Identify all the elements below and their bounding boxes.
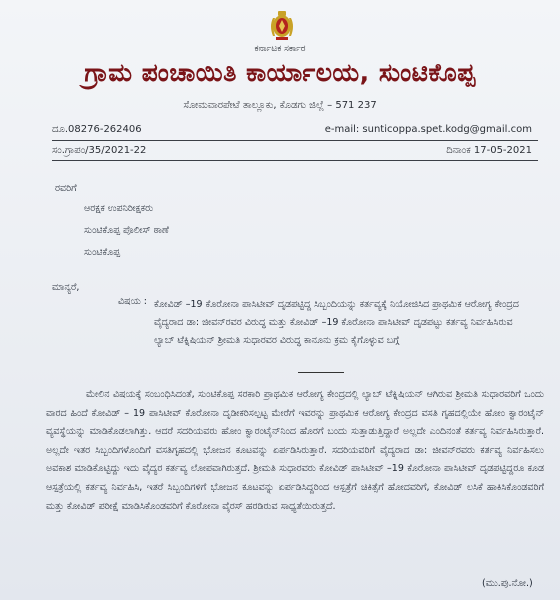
karnataka-emblem-icon <box>265 8 299 42</box>
continued-overleaf: (ಮು.ಪು.ನೋ.) <box>482 578 533 589</box>
government-line: ಕರ್ನಾಟಕ ಸರ್ಕಾರ <box>254 44 306 54</box>
salutation: ಮಾನ್ಯರೆ, <box>52 282 80 293</box>
reference-row <box>52 145 532 156</box>
reference-divider <box>52 160 538 161</box>
contact-row <box>52 124 532 135</box>
letter-date: ದಿನಾಂಕ 17-05-2021 <box>446 145 532 156</box>
email-address: e-mail: sunticoppa.spet.kodg@gmail.com <box>324 124 532 135</box>
letter-body: ಮೇಲಿನ ವಿಷಯಕ್ಕೆ ಸಂಬಂಧಿಸಿದಂತೆ, ಸುಂಟಿಕೊಪ್ಪ ಸರಕಾರಿ ಪ್ರಾಥಮಿಕ ಆರೋಗ್ಯ ಕೇಂದ್ರದಲ್ಲಿ ಲ್ಯಾಬ್ ಟೆಕ್ನಿಷಿಯನ್ ಆಗಿರುವ ಶ್ರೀಮತಿ ಸುಧಾರವರಿಗೆ ಒಂದು ವಾರದ ಹಿಂದೆ ಕೋವಿಡ್ – 19 ಪಾಸಿಟೀವ್ ಕೊರೋನಾ ದೃಡೀಕರಿಸಲ್ಪಟ್ಟ ಮೇರೆಗೆ ಇವರನ್ನು ಪ್ರಾಥಮಿಕ ಆರೋಗ್ಯ ಕೇಂದ್ರದ ವಸತಿ ಗೃಹದಲ್ಲಿಯೇ ಹೋಂ ಕ್ವಾರಂಟೈನ್ ವ್ಯವಸ್ಥೆಯನ್ನು ಮಾಡಿಕೊಡಲಾಗಿತ್ತು. ಆದರೆ ಸದರಿಯವರು ಹೋಂ ಕ್ವಾರಂಟೈನ್‌ನಿಂದ ಹೊರಗೆ ಬಂದು ಸುತ್ತಾಡುತ್ತಿದ್ದಾರೆ ಅಲ್ಲದೇ ಎಂದಿನಂತೆ ಕರ್ತವ್ಯ ನಿರ್ವಹಿಸಿರುತ್ತಾರೆ. ಅಲ್ಲದೇ ಇತರ ಸಿಬ್ಬಂದಿಗಳೊಂದಿಗೆ ವಸತಿಗೃಹದಲ್ಲಿ ಭೋಜನ ಕೂಟವನ್ನು ಏರ್ಪಡಿಸಿರುತ್ತಾರೆ. ಸದರಿಯವರಿಗೆ ವೈದ್ಯರಾದ ಡಾ: ಜೀವನ್‌ರವರು ಕರ್ತವ್ಯ ನಿರ್ವಹಿಸಲು ಅವಕಾಶ ಮಾಡಿಕೊಟ್ಟಿದ್ದು ಇದು ವೈದ್ಯರ ಕರ್ತವ್ಯ ಲೋಪವಾಗಿರುತ್ತದೆ. ಶ್ರೀಮತಿ ಸುಧಾರವರು ಕೋವಿಡ್ ಪಾಸಿಟೀವ್ –19 ಕೊರೋನಾ ಪಾಸಿಟೀವ್ ದೃಡಪಟ್ಟಿದ್ದರೂ ಕೂಡ ಆಸ್ಪತ್ರೆಯಲ್ಲಿ ಕರ್ತವ್ಯ ನಿರ್ವಹಿಸಿ, ಇತರೆ ಸಿಬ್ಬಂದಿಗಳಿಗೆ ಭೋಜನ ಕೂಟವನ್ನು ಏರ್ಪಡಿಸಿದ್ದರಿಂದ ಆಸ್ಪತ್ರೆಗೆ ಚಿಕಿತ್ಸೆಗೆ ಹೋದವರಿಗೆ, ಕೋವಿಡ್ ಲಸಿಕೆ ಹಾಕಿಸಿಕೊಂಡವರಿಗೆ ಮತ್ತು ಕೋವಿಡ್ ಪರೀಕ್ಷೆ ಮಾಡಿಸಿಕೊಂಡವರಿಗೆ ಕೊರೋನಾ ವೈರಸ್ ಹರಡಿರುವ ಸಾಧ್ಯತೆಯಿರುತ್ತದೆ. <box>46 389 544 512</box>
subject-label: ವಿಷಯ : <box>118 296 147 307</box>
phone-number: ದೂ.08276-262406 <box>52 124 142 135</box>
header-divider <box>52 140 538 141</box>
recipient-line-2: ಸುಂಟಿಕೊಪ್ಪ ಪೊಲೀಸ್ ಠಾಣೆ <box>84 225 169 236</box>
subject-text: ಕೋವಿಡ್ –19 ಕೊರೋನಾ ಪಾಸಿಟೀವ್ ದೃಡಪಟ್ಟಿದ್ದ ಸಿಬ್ಬಂದಿಯನ್ನು ಕರ್ತವ್ಯಕ್ಕೆ ನಿಯೋಜಿಸಿದ ಪ್ರಾಥಮಿಕ ಆರೋಗ್ಯ ಕೇಂದ್ರದ ವೈದ್ಯರಾದ ಡಾ: ಜೀವನ್‌ರವರ ವಿರುದ್ಧ ಮತ್ತು ಕೋವಿಡ್ –19 ಕೊರೋನಾ ಪಾಸಿಟೀವ್ ದೃಡಪಟ್ಟು ಕರ್ತವ್ಯ ನಿರ್ವಹಿಸಿರುವ ಲ್ಯಾಬ್ ಟೆಕ್ನಿಷಿಯನ್ ಶ್ರೀಮತಿ ಸುಧಾರವರ ವಿರುದ್ಧ ಕಾನೂನು ಕ್ರಮ ಕೈಗೊಳ್ಳುವ ಬಗ್ಗೆ <box>154 299 519 346</box>
office-title: ಗ್ರಾಮ ಪಂಚಾಯಿತಿ ಕಾರ್ಯಾಲಯ, ಸುಂಟಿಕೊಪ್ಪ <box>84 58 476 87</box>
recipient-line-3: ಸುಂಟಿಕೊಪ್ಪ <box>84 247 121 258</box>
reference-number: ಸಂ.ಗ್ರಾಪಂ/35/2021-22 <box>52 145 147 156</box>
subject-separator <box>298 372 344 373</box>
recipient-to: ರವರಿಗೆ <box>55 183 77 194</box>
office-address: ಸೋಮವಾರಪೇಟೆ ತಾಲ್ಲೂಕು, ಕೊಡಗು ಜಿಲ್ಲೆ – 571 237 <box>183 100 377 111</box>
recipient-line-1: ಆರಕ್ಷಕ ಉಪನಿರೀಕ್ಷಕರು <box>84 203 154 214</box>
